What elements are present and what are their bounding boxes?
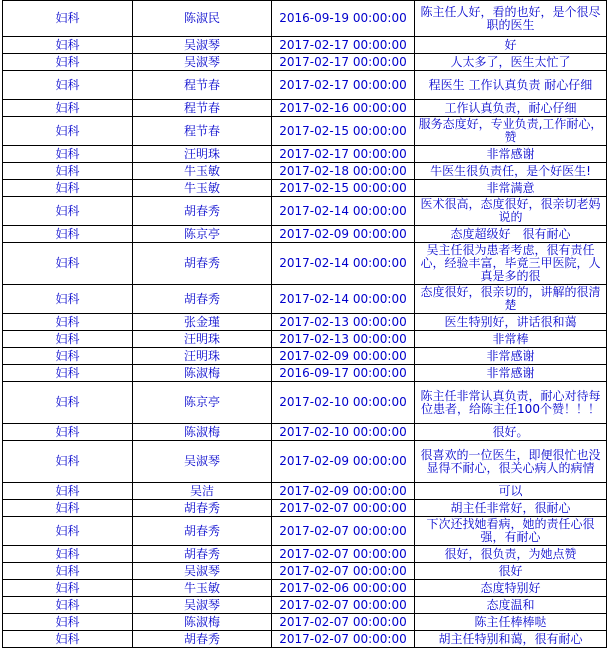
department-cell: 妇科	[3, 100, 133, 117]
doctor-cell: 胡春秀	[133, 517, 272, 546]
doctor-cell: 胡春秀	[133, 546, 272, 563]
comment-cell: 工作认真负责，耐心仔细	[415, 100, 607, 117]
department-cell: 妇科	[3, 580, 133, 597]
comment-cell: 可以	[415, 483, 607, 500]
doctor-cell: 牛玉敏	[133, 163, 272, 180]
comment-cell: 非常感谢	[415, 365, 607, 382]
date-cell: 2017-02-17 00:00:00	[272, 37, 415, 54]
table-row	[3, 146, 607, 163]
table-row	[3, 331, 607, 348]
doctor-cell: 汪明珠	[133, 348, 272, 365]
doctor-cell: 程节春	[133, 117, 272, 146]
department-cell: 妇科	[3, 163, 133, 180]
date-cell: 2017-02-17 00:00:00	[272, 71, 415, 100]
reviews-table-body	[3, 1, 607, 648]
date-cell: 2017-02-07 00:00:00	[272, 517, 415, 546]
date-cell: 2017-02-06 00:00:00	[272, 580, 415, 597]
date-cell: 2017-02-18 00:00:00	[272, 163, 415, 180]
department-cell: 妇科	[3, 365, 133, 382]
date-cell: 2017-02-07 00:00:00	[272, 500, 415, 517]
date-cell: 2017-02-13 00:00:00	[272, 331, 415, 348]
date-cell: 2017-02-14 00:00:00	[272, 285, 415, 314]
table-row	[3, 314, 607, 331]
comment-cell: 非常棒	[415, 331, 607, 348]
table-row	[3, 226, 607, 243]
table-row	[3, 285, 607, 314]
comment-cell: 态度超级好 很有耐心	[415, 226, 607, 243]
doctor-cell: 胡春秀	[133, 197, 272, 226]
comment-cell: 胡主任特别和蔼，很有耐心	[415, 631, 607, 648]
comment-cell: 下次还找她看病，她的责任心很强，有耐心	[415, 517, 607, 546]
table-row	[3, 100, 607, 117]
doctor-cell: 张金瑾	[133, 314, 272, 331]
doctor-cell: 汪明珠	[133, 331, 272, 348]
date-cell: 2017-02-17 00:00:00	[272, 54, 415, 71]
date-cell: 2017-02-14 00:00:00	[272, 197, 415, 226]
comment-cell: 陈主任非常认真负责，耐心对待每位患者，给陈主任100个赞！！！	[415, 382, 607, 424]
table-row	[3, 597, 607, 614]
date-cell: 2017-02-14 00:00:00	[272, 243, 415, 285]
doctor-cell: 吴淑琴	[133, 37, 272, 54]
doctor-cell: 吴淑琴	[133, 54, 272, 71]
department-cell: 妇科	[3, 424, 133, 441]
comment-cell: 医生特别好，讲话很和蔼	[415, 314, 607, 331]
comment-cell: 胡主任非常好，很耐心	[415, 500, 607, 517]
comment-cell: 医术很高，态度很好，很亲切老妈说的	[415, 197, 607, 226]
department-cell: 妇科	[3, 180, 133, 197]
department-cell: 妇科	[3, 117, 133, 146]
comment-cell: 非常感谢	[415, 348, 607, 365]
department-cell: 妇科	[3, 597, 133, 614]
department-cell: 妇科	[3, 631, 133, 648]
date-cell: 2017-02-09 00:00:00	[272, 348, 415, 365]
department-cell: 妇科	[3, 614, 133, 631]
department-cell: 妇科	[3, 546, 133, 563]
doctor-cell: 程节春	[133, 71, 272, 100]
comment-cell: 非常感谢	[415, 146, 607, 163]
date-cell: 2017-02-10 00:00:00	[272, 424, 415, 441]
table-row	[3, 614, 607, 631]
date-cell: 2017-02-09 00:00:00	[272, 226, 415, 243]
comment-cell: 人太多了，医生太忙了	[415, 54, 607, 71]
table-row	[3, 71, 607, 100]
doctor-cell: 吴淑琴	[133, 441, 272, 483]
table-row	[3, 365, 607, 382]
table-row	[3, 180, 607, 197]
department-cell: 妇科	[3, 243, 133, 285]
table-row	[3, 580, 607, 597]
department-cell: 妇科	[3, 54, 133, 71]
department-cell: 妇科	[3, 146, 133, 163]
department-cell: 妇科	[3, 37, 133, 54]
comment-cell: 陈主任人好，看的也好，是个很尽职的医生	[415, 1, 607, 37]
table-row	[3, 54, 607, 71]
doctor-cell: 程节春	[133, 100, 272, 117]
department-cell: 妇科	[3, 517, 133, 546]
department-cell: 妇科	[3, 226, 133, 243]
doctor-cell: 吴淑琴	[133, 563, 272, 580]
table-row	[3, 348, 607, 365]
doctor-cell: 陈京亭	[133, 382, 272, 424]
date-cell: 2017-02-07 00:00:00	[272, 631, 415, 648]
department-cell: 妇科	[3, 314, 133, 331]
comment-cell: 很好。	[415, 424, 607, 441]
department-cell: 妇科	[3, 441, 133, 483]
doctor-cell: 牛玉敏	[133, 580, 272, 597]
table-row	[3, 117, 607, 146]
date-cell: 2017-02-13 00:00:00	[272, 314, 415, 331]
department-cell: 妇科	[3, 563, 133, 580]
doctor-cell: 陈淑梅	[133, 365, 272, 382]
table-row	[3, 500, 607, 517]
table-row	[3, 483, 607, 500]
comment-cell: 好	[415, 37, 607, 54]
date-cell: 2017-02-07 00:00:00	[272, 546, 415, 563]
table-row	[3, 382, 607, 424]
comment-cell: 很喜欢的一位医生，即便很忙也没显得不耐心，很关心病人的病情	[415, 441, 607, 483]
department-cell: 妇科	[3, 71, 133, 100]
date-cell: 2017-02-16 00:00:00	[272, 100, 415, 117]
department-cell: 妇科	[3, 483, 133, 500]
department-cell: 妇科	[3, 1, 133, 37]
department-cell: 妇科	[3, 331, 133, 348]
department-cell: 妇科	[3, 382, 133, 424]
date-cell: 2017-02-07 00:00:00	[272, 614, 415, 631]
table-row	[3, 1, 607, 37]
date-cell: 2017-02-10 00:00:00	[272, 382, 415, 424]
doctor-cell: 胡春秀	[133, 631, 272, 648]
table-row	[3, 163, 607, 180]
table-row	[3, 243, 607, 285]
comment-cell: 态度特别好	[415, 580, 607, 597]
date-cell: 2017-02-07 00:00:00	[272, 597, 415, 614]
doctor-cell: 陈淑民	[133, 1, 272, 37]
department-cell: 妇科	[3, 197, 133, 226]
doctor-cell: 吴洁	[133, 483, 272, 500]
comment-cell: 态度温和	[415, 597, 607, 614]
table-row	[3, 441, 607, 483]
table-row	[3, 37, 607, 54]
comment-cell: 非常满意	[415, 180, 607, 197]
doctor-cell: 牛玉敏	[133, 180, 272, 197]
date-cell: 2017-02-15 00:00:00	[272, 117, 415, 146]
table-row	[3, 197, 607, 226]
department-cell: 妇科	[3, 285, 133, 314]
table-row	[3, 546, 607, 563]
table-row	[3, 563, 607, 580]
comment-cell: 很好，很负责，为她点赞	[415, 546, 607, 563]
department-cell: 妇科	[3, 500, 133, 517]
comment-cell: 服务态度好，专业负责,工作耐心，赞	[415, 117, 607, 146]
doctor-cell: 陈京亭	[133, 226, 272, 243]
doctor-cell: 陈淑梅	[133, 614, 272, 631]
doctor-cell: 胡春秀	[133, 243, 272, 285]
doctor-cell: 吴淑琴	[133, 597, 272, 614]
comment-cell: 态度很好，很亲切的，讲解的很清楚	[415, 285, 607, 314]
date-cell: 2017-02-17 00:00:00	[272, 146, 415, 163]
date-cell: 2017-02-07 00:00:00	[272, 563, 415, 580]
reviews-table	[2, 0, 607, 648]
table-row	[3, 631, 607, 648]
comment-cell: 吴主任很为患者考虑，很有责任心，经验丰富，毕竟三甲医院，人真是多的很	[415, 243, 607, 285]
department-cell: 妇科	[3, 348, 133, 365]
comment-cell: 很好	[415, 563, 607, 580]
doctor-cell: 胡春秀	[133, 285, 272, 314]
table-row	[3, 424, 607, 441]
doctor-cell: 陈淑梅	[133, 424, 272, 441]
date-cell: 2017-02-15 00:00:00	[272, 180, 415, 197]
comment-cell: 程医生 工作认真负责 耐心仔细	[415, 71, 607, 100]
date-cell: 2017-02-09 00:00:00	[272, 483, 415, 500]
doctor-cell: 汪明珠	[133, 146, 272, 163]
date-cell: 2016-09-19 00:00:00	[272, 1, 415, 37]
comment-cell: 陈主任棒棒哒	[415, 614, 607, 631]
date-cell: 2016-09-17 00:00:00	[272, 365, 415, 382]
doctor-cell: 胡春秀	[133, 500, 272, 517]
date-cell: 2017-02-09 00:00:00	[272, 441, 415, 483]
table-row	[3, 517, 607, 546]
comment-cell: 牛医生很负责任，是个好医生!	[415, 163, 607, 180]
